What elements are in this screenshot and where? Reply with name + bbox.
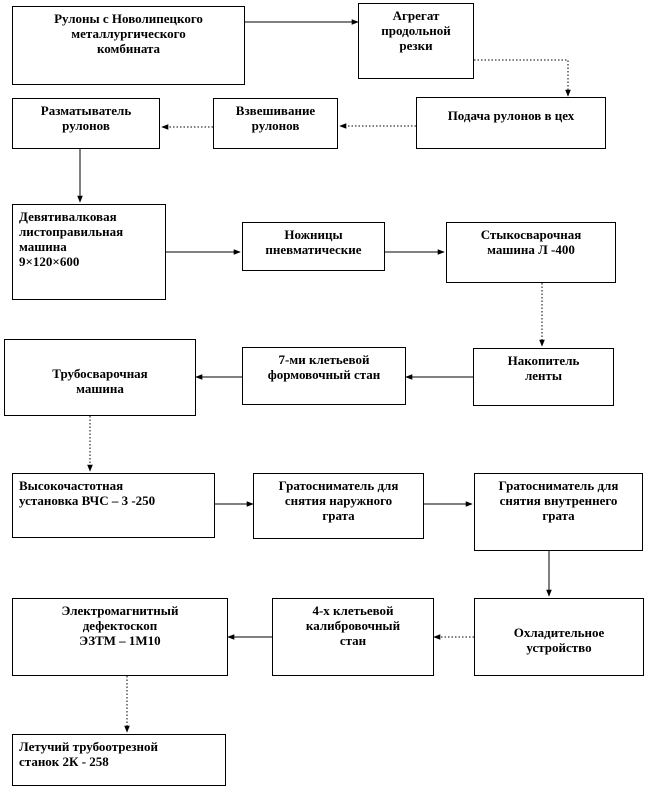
node-leveler-label: Девятивалковая листоправильная машина 9×120×600 [19, 209, 124, 269]
node-leveler [12, 204, 166, 300]
node-uncoiler [12, 98, 160, 149]
node-coils [12, 6, 245, 85]
node-slitter [358, 3, 474, 79]
node-flaw-detector [12, 598, 228, 676]
node-outer-scarfer [253, 473, 424, 539]
node-butt-welder [446, 222, 616, 283]
node-weighing-label: Взвешивание рулонов [235, 103, 316, 133]
node-tube-welder [4, 339, 196, 416]
node-feed-label: Подача рулонов в цех [447, 108, 575, 123]
node-accumulator [473, 348, 614, 406]
node-accumulator-label: Накопитель ленты [507, 353, 580, 383]
node-flaw-detector-label: Электромагнитный дефектоскоп ЭЗТМ – 1М10 [61, 603, 179, 648]
node-sizing-mill [272, 598, 434, 676]
node-slitter-label: Агрегат продольной резки [381, 8, 451, 53]
node-outer-scarfer-label: Гратосниматель для снятия наружного грата [278, 478, 399, 523]
node-coils-label: Рулоны с Новолипецкого металлургического комбината [54, 11, 203, 56]
node-forming-mill [242, 347, 406, 405]
node-weighing [213, 98, 338, 149]
node-cooler [474, 598, 644, 676]
node-shears-label: Ножницы пневматические [265, 227, 362, 257]
node-inner-scarfer-label: Гратосниматель для снятия внутреннего грата [498, 478, 619, 523]
node-inner-scarfer [474, 473, 643, 551]
node-butt-welder-label: Стыкосварочная машина Л -400 [480, 227, 582, 257]
node-forming-mill-label: 7-ми клетьевой формовочный стан [267, 352, 381, 382]
node-sizing-mill-label: 4-х клетьевой калибровочный стан [305, 603, 401, 648]
node-tube-welder-label: Трубосварочная машина [52, 366, 148, 396]
node-hf-unit [12, 473, 215, 538]
node-uncoiler-label: Разматыватель рулонов [40, 103, 132, 133]
edge-slitter-feed [474, 60, 568, 96]
node-flying-cutoff-label: Летучий трубоотрезной станок 2К - 258 [19, 739, 158, 769]
node-flying-cutoff [12, 734, 226, 786]
node-shears [242, 222, 385, 271]
node-cooler-label: Охладительное устройство [513, 625, 605, 655]
node-feed [416, 97, 606, 149]
node-hf-unit-label: Высокочастотная установка ВЧС – 3 -250 [19, 478, 156, 508]
